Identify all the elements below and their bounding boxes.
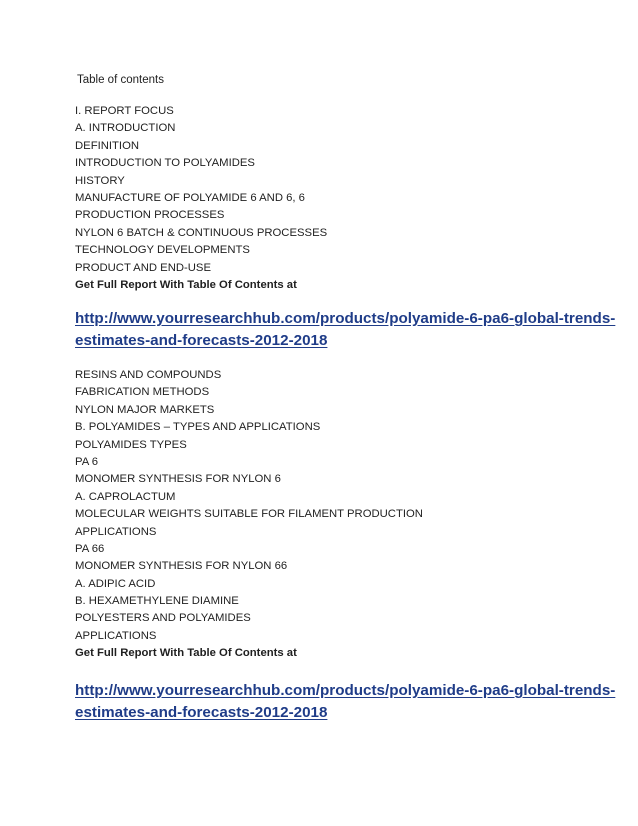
- toc-title: Table of contents: [77, 74, 164, 86]
- report-link-line-2[interactable]: estimates-and-forecasts-2012-2018: [75, 332, 328, 349]
- report-link-line-1[interactable]: http://www.yourresearchhub.com/products/polyamide-6-pa6-global-trends-: [75, 682, 616, 699]
- toc-item: I. REPORT FOCUS: [75, 105, 174, 117]
- toc-item: DEFINITION: [75, 139, 140, 152]
- toc-item: A. CAPROLACTUM: [75, 490, 176, 503]
- toc-item: MONOMER SYNTHESIS FOR NYLON 66: [75, 560, 288, 573]
- toc-item: PRODUCT AND END-USE: [75, 261, 211, 274]
- toc-item: PA 66: [75, 542, 105, 555]
- toc-item: HISTORY: [75, 174, 125, 187]
- toc-item: FABRICATION METHODS: [75, 386, 210, 399]
- toc-item: APPLICATIONS: [75, 525, 157, 538]
- toc-item: NYLON MAJOR MARKETS: [75, 403, 215, 416]
- toc-item: TECHNOLOGY DEVELOPMENTS: [75, 244, 250, 257]
- toc-item: POLYAMIDES TYPES: [75, 438, 187, 451]
- toc-item: INTRODUCTION TO POLYAMIDES: [75, 157, 255, 170]
- report-link[interactable]: [75, 680, 615, 724]
- toc-item: PA 6: [75, 455, 99, 468]
- toc-item: POLYESTERS AND POLYAMIDES: [75, 612, 251, 625]
- toc-item: B. HEXAMETHYLENE DIAMINE: [75, 595, 239, 608]
- full-report-cta: Get Full Report With Table Of Contents at: [75, 278, 297, 291]
- toc-item: NYLON 6 BATCH & CONTINUOUS PROCESSES: [75, 226, 328, 239]
- toc-item: APPLICATIONS: [75, 629, 157, 642]
- toc-item: RESINS AND COMPOUNDS: [75, 369, 222, 381]
- toc-item: A. INTRODUCTION: [75, 122, 176, 135]
- toc-item: MOLECULAR WEIGHTS SUITABLE FOR FILAMENT PRODUCTION: [75, 508, 423, 521]
- report-link-line-2[interactable]: estimates-and-forecasts-2012-2018: [75, 704, 328, 721]
- report-link-line-1[interactable]: http://www.yourresearchhub.com/products/polyamide-6-pa6-global-trends-: [75, 310, 616, 327]
- toc-item: MONOMER SYNTHESIS FOR NYLON 6: [75, 473, 281, 486]
- report-link[interactable]: [75, 308, 615, 352]
- toc-section-one: [75, 103, 595, 294]
- full-report-cta: Get Full Report With Table Of Contents at: [75, 647, 297, 660]
- toc-item: MANUFACTURE OF POLYAMIDE 6 AND 6, 6: [75, 191, 305, 204]
- toc-item: B. POLYAMIDES – TYPES AND APPLICATIONS: [75, 421, 321, 434]
- toc-item: A. ADIPIC ACID: [75, 577, 156, 590]
- toc-item: PRODUCTION PROCESSES: [75, 209, 225, 222]
- toc-section-two: [75, 367, 595, 663]
